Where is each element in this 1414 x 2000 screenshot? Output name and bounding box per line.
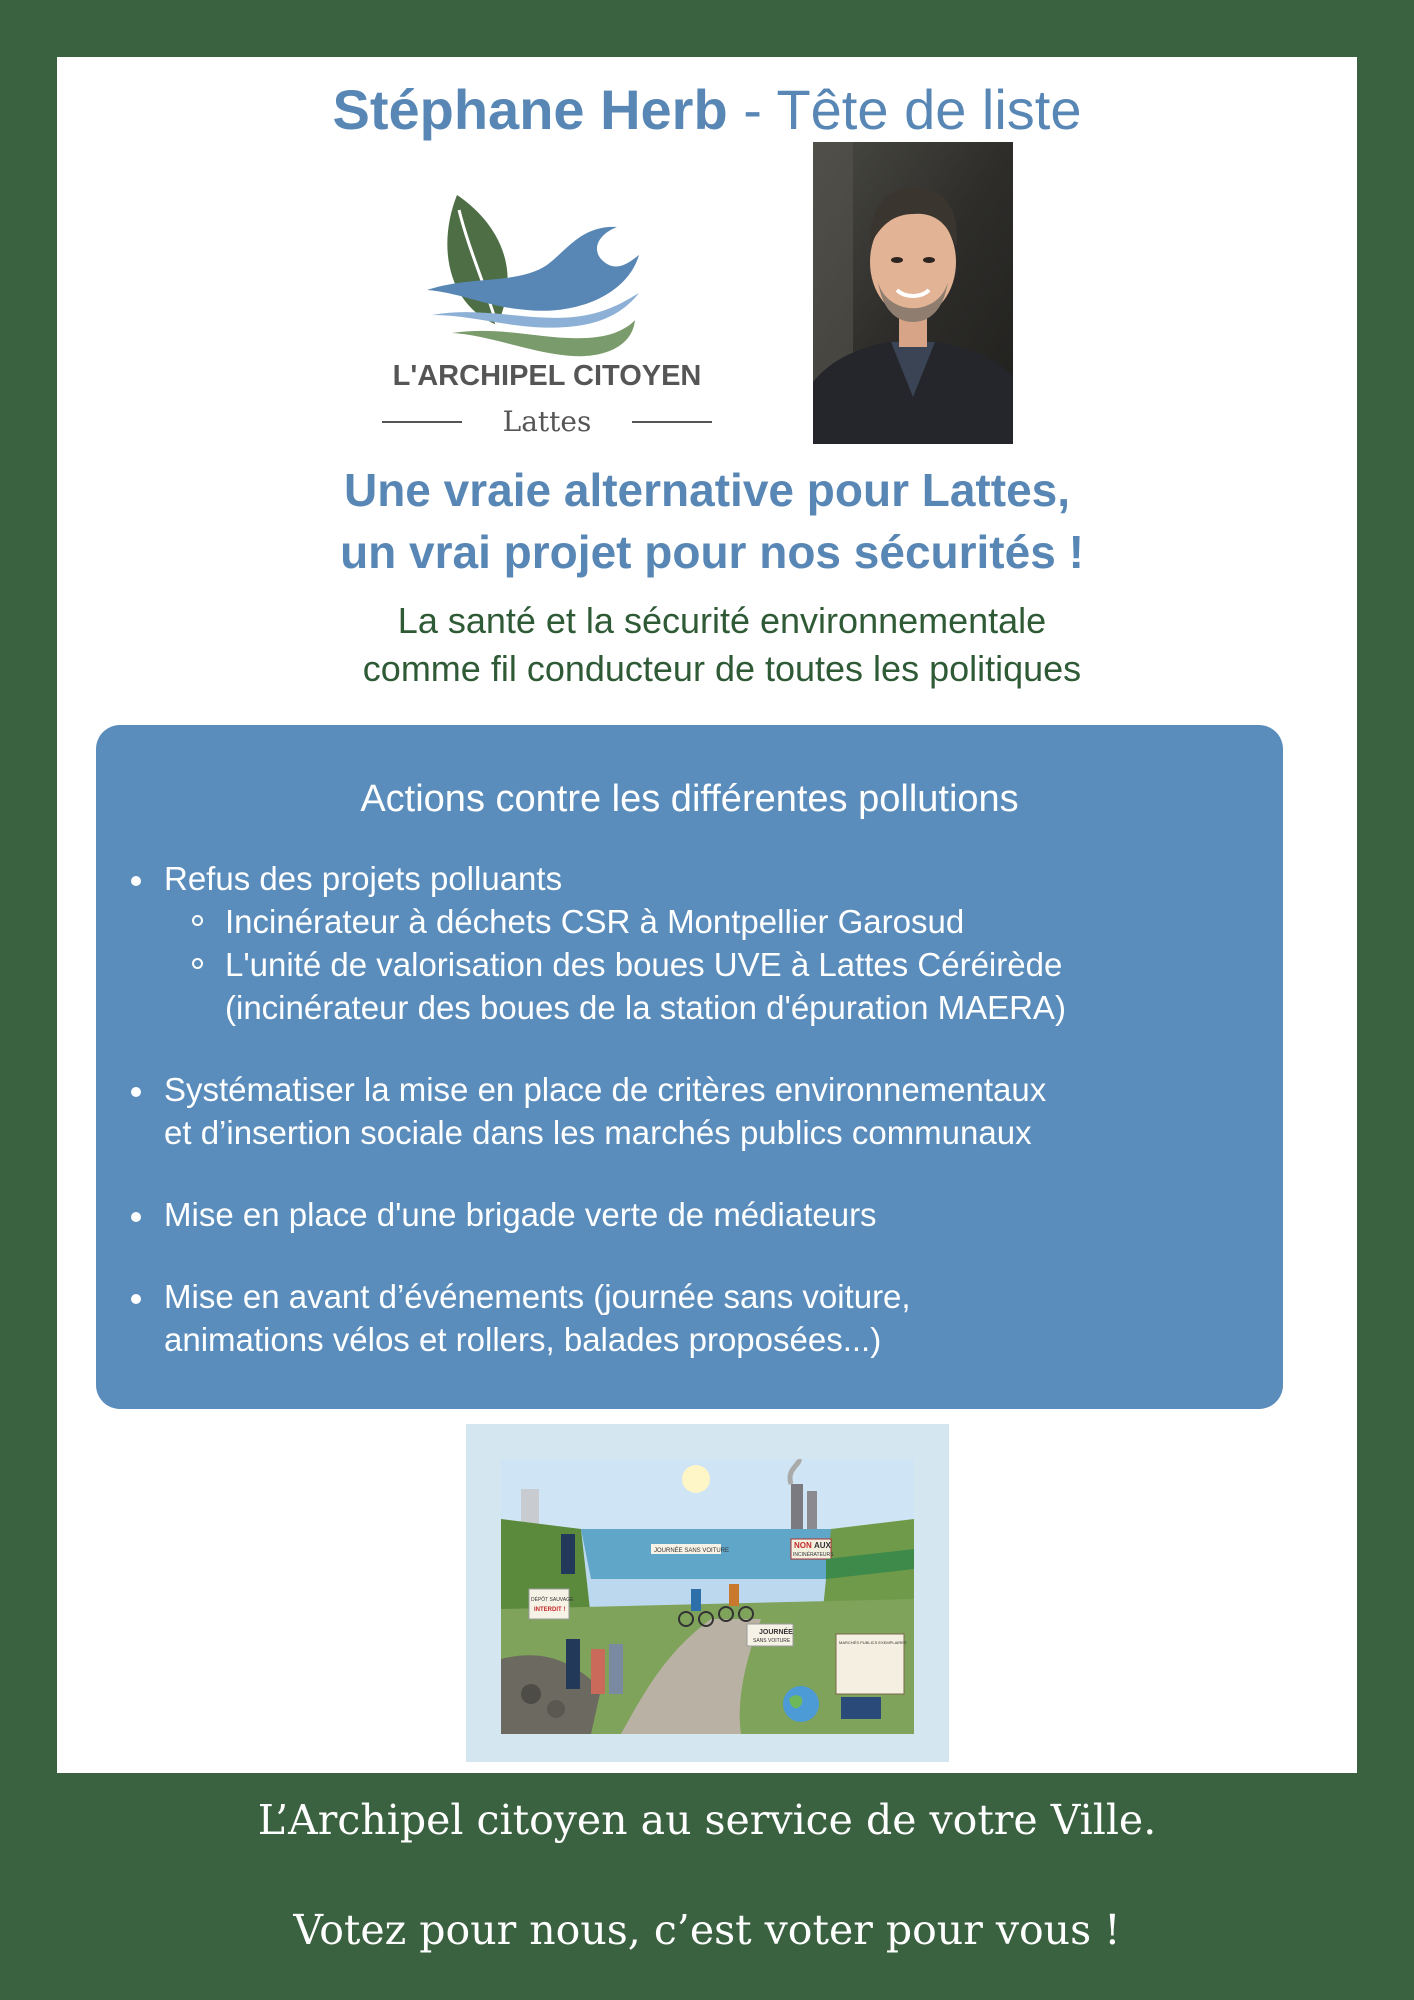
illustration-frame xyxy=(466,1424,949,1762)
actions-title: Actions contre les différentes pollutions xyxy=(360,778,1019,820)
sign-marches: MARCHÉS PUBLICS EXEMPLAIRES xyxy=(839,1640,907,1645)
action-item xyxy=(164,1068,1284,1154)
sign-depot: DÉPÔT SAUVAGE xyxy=(531,1597,574,1603)
bullet-icon xyxy=(131,876,141,886)
sign-journee: JOURNÉE xyxy=(759,1629,793,1636)
banner-journee: JOURNÉE SANS VOITURE xyxy=(654,1548,730,1554)
sun-icon xyxy=(682,1465,710,1493)
bullet-icon xyxy=(131,1087,141,1097)
headline-separator: - xyxy=(727,78,777,141)
bullet-icon xyxy=(131,1212,141,1222)
sign-aux: AUX xyxy=(814,1541,831,1550)
action-item xyxy=(164,1193,1284,1236)
actions-box xyxy=(96,725,1283,1409)
circle-bullet-icon xyxy=(192,958,203,969)
bullet-icon xyxy=(131,1294,141,1304)
subitem-line: (incinérateur des boues de la station d'épuration MAERA) xyxy=(225,989,1066,1026)
action-line: Systématiser la mise en place de critères environnementaux xyxy=(164,1071,1047,1108)
headline xyxy=(57,75,1357,145)
environment-illustration xyxy=(501,1459,914,1734)
sign-non: NON xyxy=(794,1541,812,1550)
sign-interdit: INTERDIT ! xyxy=(534,1607,566,1613)
action-item xyxy=(164,857,1284,1029)
subitem-line: L'unité de valorisation des boues UVE à Lattes Céréirède xyxy=(225,946,1063,983)
action-item xyxy=(164,1275,1284,1361)
footer-line-1: L’Archipel citoyen au service de votre Ville. xyxy=(257,1796,1157,1844)
sign-sans-voiture: SANS VOITURE xyxy=(753,1638,791,1644)
logo-name: L'ARCHIPEL CITOYEN xyxy=(392,360,702,392)
action-subitem xyxy=(225,900,1284,943)
action-line: animations vélos et rollers, balades proposées...) xyxy=(164,1321,882,1358)
candidate-role: Tête de liste xyxy=(776,78,1082,141)
subtitle xyxy=(57,597,1387,693)
sign-incinerateurs: INCINÉRATEURS xyxy=(793,1552,834,1558)
circle-bullet-icon xyxy=(192,915,203,926)
subtitle-line-1: La santé et la sécurité environnementale xyxy=(397,600,1047,641)
candidate-portrait xyxy=(813,142,1013,444)
actions-list xyxy=(164,857,1284,1400)
action-line: Mise en avant d’événements (journée sans voiture, xyxy=(164,1278,911,1315)
archipel-citoyen-logo xyxy=(377,165,717,435)
slogan xyxy=(57,459,1357,583)
action-line: Refus des projets polluants xyxy=(164,860,563,897)
logo-city: Lattes xyxy=(502,405,592,435)
action-subitem xyxy=(225,943,1284,1029)
slogan-line-1: Une vraie alternative pour Lattes, xyxy=(343,464,1071,516)
footer-line-2: Votez pour nous, c’est voter pour vous ! xyxy=(293,1906,1121,1954)
subtitle-line-2: comme fil conducteur de toutes les politiques xyxy=(362,648,1082,689)
slogan-line-2: un vrai projet pour nos sécurités ! xyxy=(340,526,1084,578)
action-line: et d’insertion sociale dans les marchés publics communaux xyxy=(164,1114,1032,1151)
subitem-line: Incinérateur à déchets CSR à Montpellier Garosud xyxy=(225,903,965,940)
candidate-name: Stéphane Herb xyxy=(332,78,728,141)
flyer-sheet xyxy=(57,57,1357,1773)
action-line: Mise en place d'une brigade verte de médiateurs xyxy=(164,1196,877,1233)
